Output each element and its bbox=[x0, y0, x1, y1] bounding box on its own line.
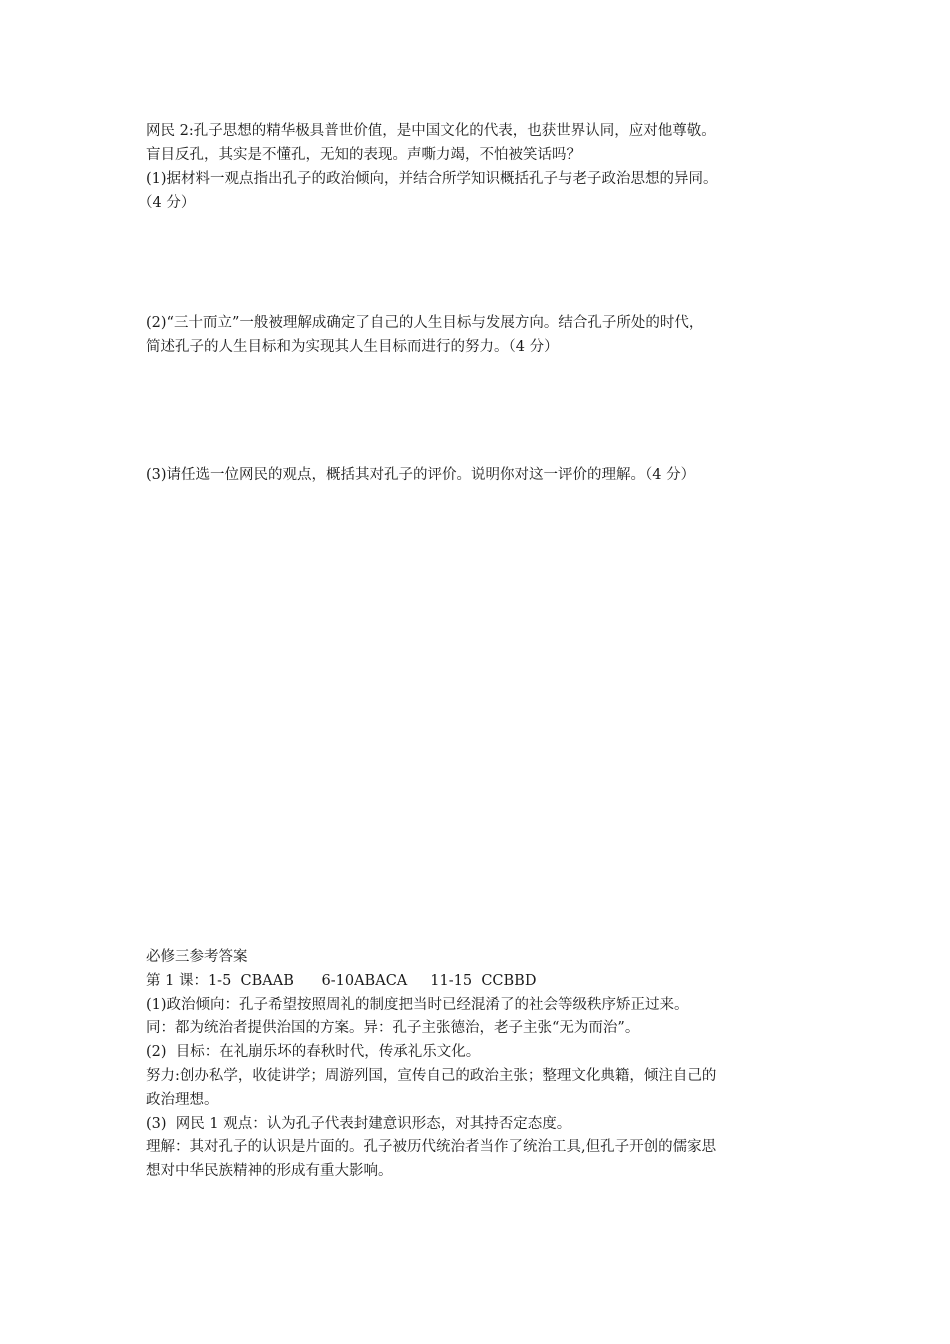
text-line: (1)据材料一观点指出孔子的政治倾向，并结合所学知识概括孔子与老子政治思想的异同。 bbox=[146, 171, 718, 187]
text-line: (3)请任选一位网民的观点，概括其对孔子的评价。说明你对这一评价的理解。（4 分） bbox=[146, 467, 696, 483]
answer-line: 想对中华民族精神的形成有重大影响。 bbox=[146, 1163, 393, 1180]
answer-line: 政治理想。 bbox=[146, 1091, 219, 1108]
text-line: （4 分） bbox=[138, 195, 196, 211]
text-line: 盲目反孔，其实是不懂孔，无知的表现。声嘶力竭，不怕被笑话吗？ bbox=[146, 147, 581, 163]
question-2 bbox=[146, 311, 816, 359]
question-1 bbox=[138, 167, 816, 215]
text-line: (2)“三十而立”一般被理解成确定了自己的人生目标与发展方向。结合孔子所处的时代， bbox=[146, 315, 704, 331]
answer-line: (3) 网民 1 观点：认为孔子代表封建意识形态，对其持否定态度。 bbox=[146, 1115, 572, 1132]
answer-line: 第 1 课：1-5 CBAAB 6-10ABACA 11-15 CCBBD bbox=[146, 972, 537, 989]
answer-line: (2) 目标：在礼崩乐坏的春秋时代，传承礼乐文化。 bbox=[146, 1044, 481, 1061]
text-line: 网民 2:孔子思想的精华极具普世价值，是中国文化的代表，也获世界认同，应对他尊敬。 bbox=[146, 123, 716, 139]
netizen2-opinion bbox=[146, 119, 816, 167]
text-line: 简述孔子的人生目标和为实现其人生目标而进行的努力。（4 分） bbox=[146, 339, 559, 355]
answer-line: 理解：其对孔子的认识是片面的。孔子被历代统治者当作了统治工具,但孔子开创的儒家思 bbox=[146, 1139, 717, 1156]
question-3 bbox=[146, 463, 816, 487]
answer-title: 必修三参考答案 bbox=[146, 949, 248, 965]
answer-line: 努力:创办私学，收徒讲学；周游列国，宣传自己的政治主张；整理文化典籍，倾注自己的 bbox=[146, 1067, 717, 1084]
answer-line: 同：都为统治者提供治国的方案。异：孔子主张德治，老子主张“无为而治”。 bbox=[146, 1020, 640, 1037]
answer-line: (1)政治倾向：孔子希望按照周礼的制度把当时已经混淆了的社会等级秩序矫正过来。 bbox=[146, 996, 689, 1013]
answer-key bbox=[146, 946, 816, 1184]
